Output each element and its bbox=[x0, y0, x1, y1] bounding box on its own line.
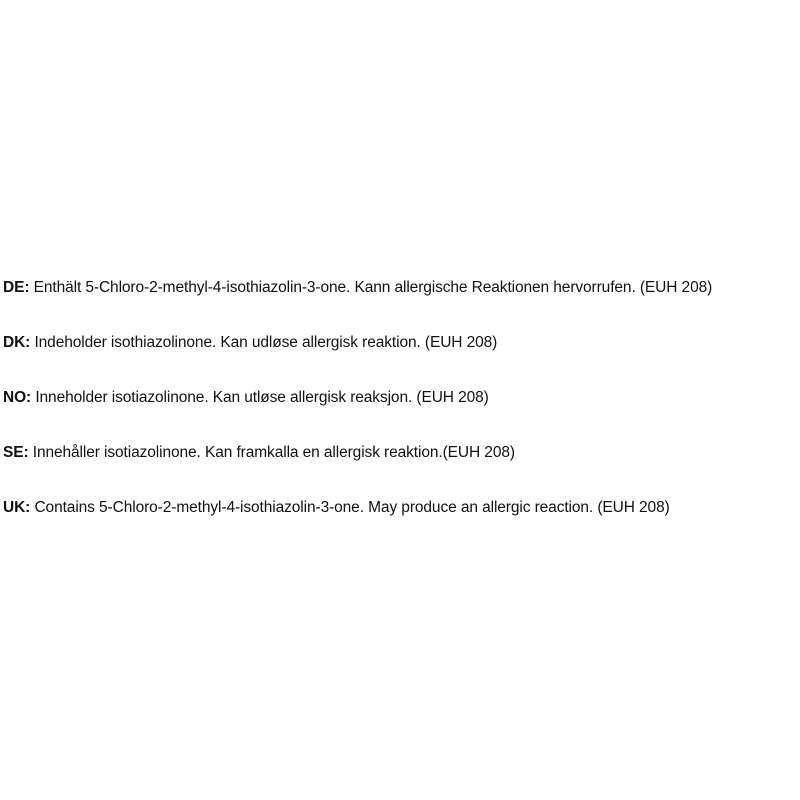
statement-no bbox=[3, 388, 800, 408]
statement-text: Enthält 5-Chloro-2-methyl-4-isothiazolin-3-one. Kann allergische Reaktionen hervorrufen. (EUH 208) bbox=[29, 279, 713, 296]
language-code: DK: bbox=[3, 334, 31, 351]
statement-uk bbox=[3, 498, 800, 518]
statement-text: Inneholder isotiazolinone. Kan utløse allergisk reaksjon. (EUH 208) bbox=[31, 389, 489, 406]
statement-text: Contains 5-Chloro-2-methyl-4-isothiazolin-3-one. May produce an allergic reaction. (EUH 208) bbox=[30, 499, 670, 516]
statement-dk bbox=[3, 333, 800, 353]
statement-de bbox=[3, 278, 800, 298]
language-code: NO: bbox=[3, 389, 32, 406]
statement-se bbox=[3, 443, 800, 463]
statement-text: Indeholder isothiazolinone. Kan udløse allergisk reaktion. (EUH 208) bbox=[30, 334, 498, 351]
allergen-statements bbox=[3, 278, 800, 553]
language-code: DE: bbox=[3, 279, 30, 296]
language-code: SE: bbox=[3, 444, 29, 461]
language-code: UK: bbox=[3, 499, 31, 516]
statement-text: Innehåller isotiazolinone. Kan framkalla en allergisk reaktion.(EUH 208) bbox=[28, 444, 515, 461]
